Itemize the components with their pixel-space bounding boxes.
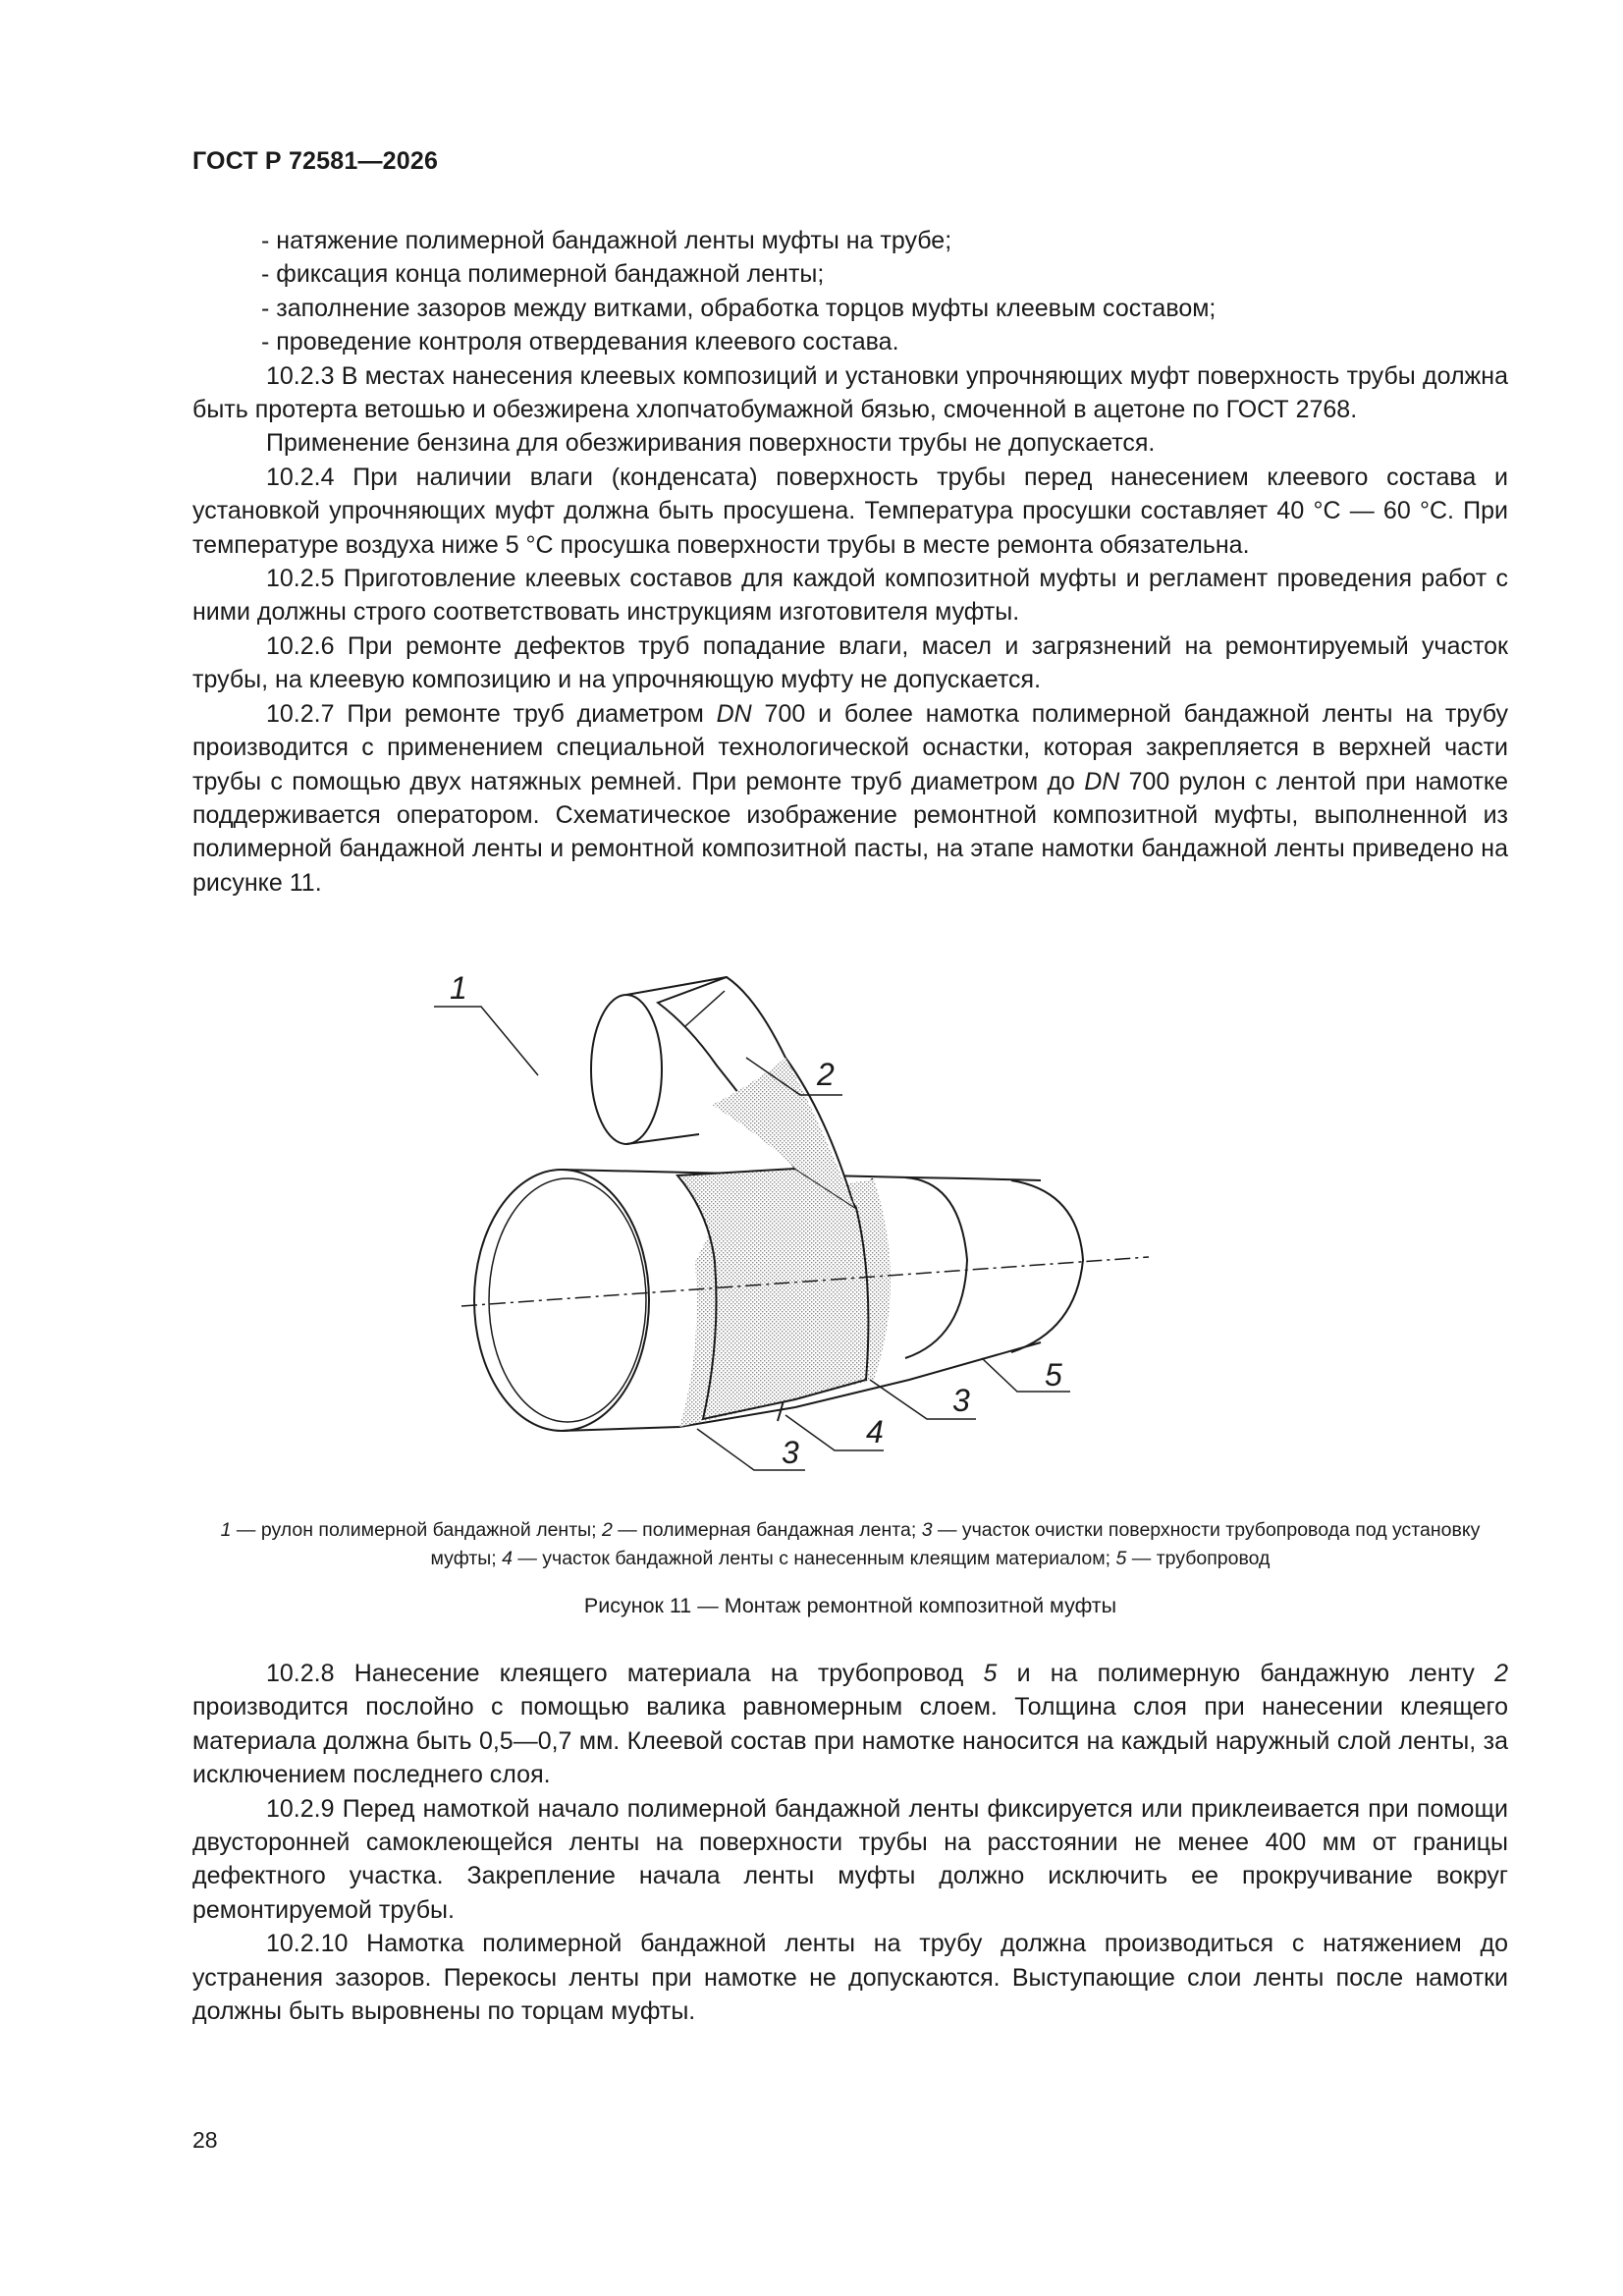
paragraph-10-2-4: 10.2.4 При наличии влаги (конденсата) поверхность трубы перед нанесением клеевого состава и установкой упрочняющих муфт должна быть просушена. Температура просушки составляет 40 °С — 60 °С. При температуре воздуха ниже 5 °С просушка поверхности трубы в месте ремонта обязательна. (192, 463, 1508, 559)
list-item: - заполнение зазоров между витками, обработка торцов муфты клеевым составом; (261, 294, 1217, 322)
text-block-bottom (192, 1657, 1508, 2028)
legend-text: — участок очистки поверхности трубопровода под установку муфты; (430, 1519, 1481, 1569)
page-number: 28 (192, 2127, 218, 2153)
legend-text: — трубопровод (1126, 1548, 1271, 1569)
paragraph-text: 700 и более намотка полимерной бандажной ленты на трубу производится с применением специальной технологической оснастки, которая закрепляется в верхней части трубы с помощью двух натяжных ремней. При ремонте труб диаметром до (192, 699, 1509, 795)
paragraph-text: 700 рулон с лентой при намотке поддерживается оператором. Схематическое изображение ремонтной композитной муфты, выполненной из полимерной бандажной ленты и ремонтной композитной пасты, на этапе намотки бандажной ленты приведено на рисунке 11. (192, 767, 1508, 897)
paragraph-10-2-10: 10.2.10 Намотка полимерной бандажной ленты на трубу должна производиться с натяжением до устранения зазоров. Перекосы ленты при намотке не допускаются. Выступающие слои ленты после намотки должны быть выровнены по торцам муфты. (192, 1930, 1508, 2026)
legend-text: — рулон полимерной бандажной ленты; (231, 1519, 602, 1541)
paragraph-text: производится послойно с помощью валика равномерным слоем. Толщина слоя при нанесении клеящего материала должна быть 0,5—0,7 мм. Клеевой состав при намотке наносится на каждый наружный слой ленты, за исключением последнего слоя. (192, 1693, 1508, 1789)
legend-number: 1 (220, 1519, 232, 1541)
paragraph-10-2-9: 10.2.9 Перед намоткой начало полимерной бандажной ленты фиксируется или приклеивается при помощи двусторонней самоклеющейся ленты на поверхности трубы на расстоянии не менее 400 мм от границы дефектного участка. Закрепление начала ленты муфты должно исключить ее прокручивание вокруг ремонтируемой трубы. (192, 1794, 1508, 1924)
pipe-end-ellipse (474, 1170, 649, 1431)
list-item: - проведение контроля отвердевания клеевого состава. (261, 328, 899, 356)
dn-symbol: DN (1084, 767, 1120, 795)
paragraph-text: 10.2.7 При ремонте труб диаметром (266, 699, 717, 728)
paragraph-text: и на полимерную бандажную ленту (997, 1660, 1495, 1687)
document-code-header: ГОСТ Р 72581—2026 (192, 147, 439, 175)
paragraph-10-2-3: 10.2.3 В местах нанесения клеевых композиций и установки упрочняющих муфт поверхность трубы должна быть протерта ветошью и обезжирена хлопчатобумажной бязью, смоченной в ацетоне по ГОСТ 2768. (192, 361, 1508, 424)
list-item: - натяжение полимерной бандажной ленты муфты на трубе; (261, 227, 952, 254)
legend-number: 3 (921, 1519, 933, 1541)
callout-1: 1 (450, 970, 467, 1006)
paragraph-10-2-6: 10.2.6 При ремонте дефектов труб попадание влаги, масел и загрязнений на ремонтируемый участок трубы, на клеевую композицию и на упрочняющую муфту не допускается. (192, 631, 1508, 694)
dn-symbol: DN (716, 699, 752, 728)
text-block-top (192, 224, 1508, 900)
list-item: - фиксация конца полимерной бандажной ленты; (261, 260, 825, 289)
callout-4: 4 (866, 1414, 884, 1449)
bandage-tape-applied (677, 1169, 891, 1427)
legend-number: 2 (601, 1519, 613, 1541)
pipe-far-end (905, 1177, 967, 1358)
legend-text: — полимерная бандажная лента; (612, 1519, 922, 1541)
paragraph-10-2-5: 10.2.5 Приготовление клеевых составов для каждой композитной муфты и регламент проведения работ с ними должны строго соответствовать инструкциям изготовителя муфты. (192, 565, 1508, 627)
callout-3-right: 3 (952, 1383, 970, 1418)
figure-legend (192, 1516, 1508, 1573)
callout-3-left: 3 (782, 1435, 799, 1470)
figure-11-drawing (450, 967, 1237, 1493)
figure-caption: Рисунок 11 — Монтаж ремонтной композитной муфты (583, 1594, 1117, 1617)
legend-number: 5 (1115, 1548, 1127, 1569)
ref-number: 2 (1494, 1660, 1508, 1687)
pipe-coupling-diagram (450, 967, 1237, 1493)
paragraph-10-2-7 (192, 697, 1508, 900)
paragraph-text: 10.2.8 Нанесение клеящего материала на трубопровод (266, 1660, 984, 1687)
legend-text: — участок бандажной ленты с нанесенным клеящим материалом; (512, 1548, 1116, 1569)
ref-number: 5 (983, 1660, 998, 1687)
legend-number: 4 (502, 1548, 513, 1569)
callout-2: 2 (817, 1057, 835, 1092)
paragraph-10-2-8 (192, 1657, 1508, 1792)
paragraph-benzin: Применение бензина для обезжиривания поверхности трубы не допускается. (266, 429, 1156, 458)
callout-5: 5 (1045, 1357, 1062, 1393)
